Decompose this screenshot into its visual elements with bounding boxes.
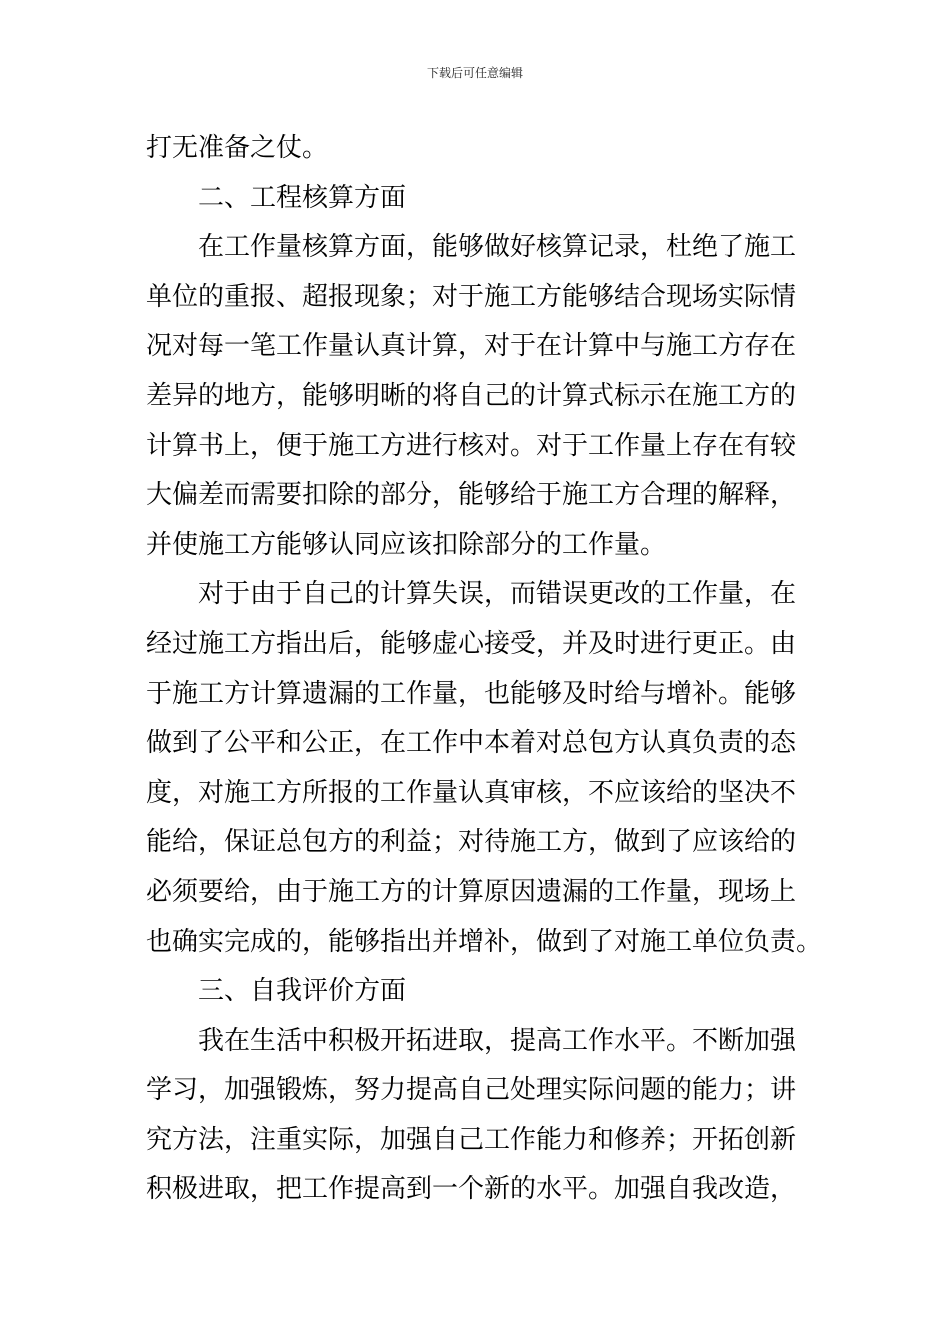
section-heading-self-evaluation: 三、自我评价方面 (198, 976, 407, 1007)
page-header: 下载后可任意编辑 (426, 66, 523, 80)
text-line: 况对每一笔工作量认真计算，对于在计算中与施工方存在 (146, 331, 797, 362)
text-line: 积极进取，把工作提高到一个新的水平。加强自我改造， (146, 1174, 797, 1205)
text-line: 经过施工方指出后，能够虚心接受，并及时进行更正。由 (146, 628, 797, 659)
text-line: 究方法，注重实际，加强自己工作能力和修养；开拓创新 (146, 1124, 797, 1155)
text-line: 差异的地方，能够明晰的将自己的计算式标示在施工方的 (146, 380, 797, 411)
text-line: 度，对施工方所报的工作量认真审核，不应该给的坚决不 (146, 777, 797, 808)
text-line: 单位的重报、超报现象；对于施工方能够结合现场实际情 (146, 281, 797, 312)
text-line: 在工作量核算方面，能够做好核算记录，杜绝了施工 (198, 232, 797, 263)
text-line: 于施工方计算遗漏的工作量，也能够及时给与增补。能够 (146, 678, 797, 709)
text-line: 学习，加强锻炼，努力提高自己处理实际问题的能力；讲 (146, 1075, 797, 1106)
text-line: 并使施工方能够认同应该扣除部分的工作量。 (146, 529, 667, 560)
text-line: 计算书上，便于施工方进行核对。对于工作量上存在有较 (146, 430, 797, 461)
text-line: 对于由于自己的计算失误，而错误更改的工作量，在 (198, 579, 797, 610)
text-line: 大偏差而需要扣除的部分，能够给于施工方合理的解释， (146, 480, 797, 511)
text-line: 我在生活中积极开拓进取，提高工作水平。不断加强 (198, 1025, 797, 1056)
text-line: 能给，保证总包方的利益；对待施工方，做到了应该给的 (146, 827, 797, 858)
text-line: 打无准备之仗。 (146, 133, 329, 163)
section-heading-engineering-accounting: 二、工程核算方面 (198, 182, 407, 213)
document-body (146, 124, 823, 1215)
text-line: 也确实完成的，能够指出并增补，做到了对施工单位负责。 (146, 926, 823, 957)
text-line: 必须要给，由于施工方的计算原因遗漏的工作量，现场上 (146, 876, 797, 907)
text-line: 做到了公平和公正，在工作中本着对总包方认真负责的态 (146, 728, 797, 759)
